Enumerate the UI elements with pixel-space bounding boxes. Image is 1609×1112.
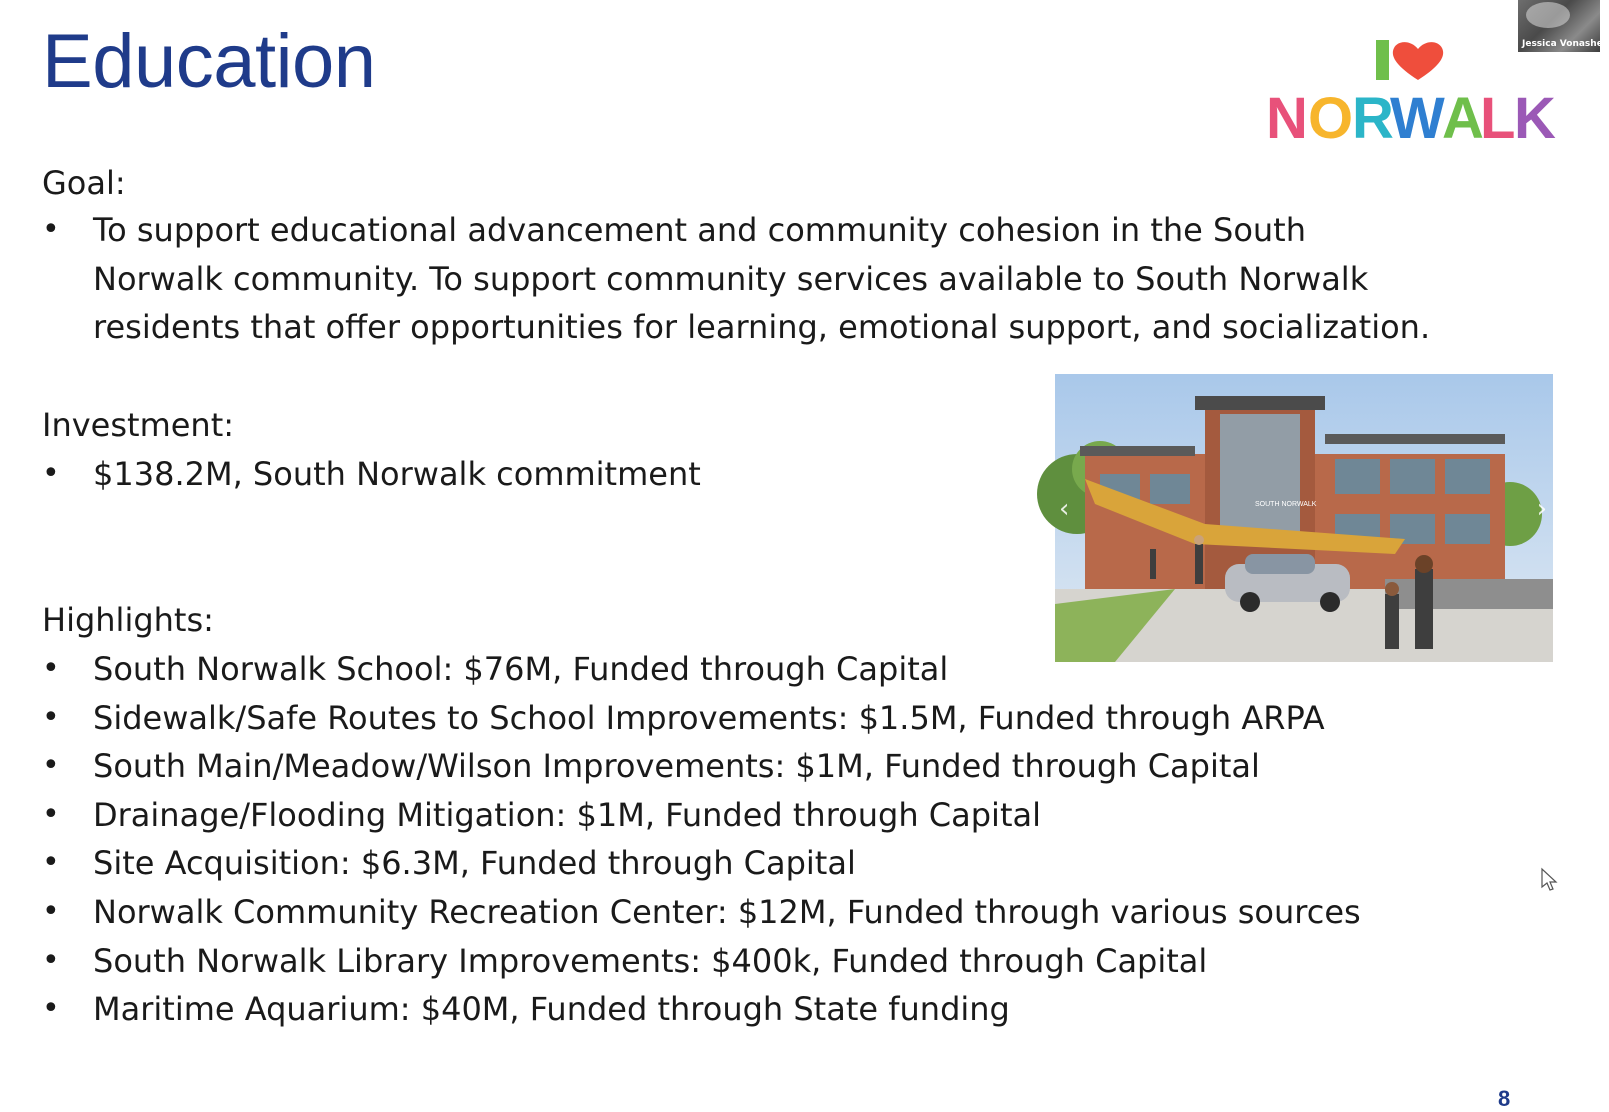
highlight-item: Sidewalk/Safe Routes to School Improvements: $1.5M, Funded through ARPA — [93, 698, 1325, 737]
logo-i-mark — [1376, 40, 1389, 80]
highlight-item: South Main/Meadow/Wilson Improvements: $1M, Funded through Capital — [93, 747, 1260, 786]
svg-text:N: N — [1266, 86, 1308, 151]
list-item — [42, 742, 1361, 791]
list-item — [42, 450, 701, 499]
svg-text:W: W — [1390, 86, 1445, 151]
list-item — [42, 985, 1361, 1034]
goal-label: Goal: — [42, 164, 126, 202]
school-illustration — [1055, 374, 1553, 662]
goal-text — [93, 206, 1573, 352]
bullet-icon: • — [42, 748, 60, 784]
slide-title: Education — [42, 19, 376, 104]
svg-text:R: R — [1352, 86, 1394, 151]
participant-name: Jessica Vonashek — [1522, 39, 1609, 49]
list-item — [42, 937, 1361, 986]
list-item — [42, 694, 1361, 743]
logo-graphic — [1266, 36, 1568, 151]
list-item — [42, 839, 1361, 888]
bullet-icon: • — [42, 456, 60, 491]
bullet-icon: • — [42, 991, 60, 1027]
heart-icon — [1393, 42, 1443, 80]
i-love-norwalk-logo — [1266, 36, 1568, 151]
chevron-left-icon[interactable]: ‹ — [1059, 494, 1070, 524]
school-rendering-image — [1055, 374, 1553, 662]
bullet-icon: • — [42, 796, 60, 832]
highlight-item: Maritime Aquarium: $40M, Funded through State funding — [93, 990, 1010, 1029]
participant-video-feed — [1526, 2, 1570, 28]
participant-video-tile[interactable] — [1518, 0, 1609, 52]
page-number: 8 — [1498, 1086, 1511, 1111]
investment-item: $138.2M, South Norwalk commitment — [93, 455, 701, 493]
svg-text:L: L — [1480, 86, 1516, 151]
highlight-item: South Norwalk Library Improvements: $400k, Funded through Capital — [93, 941, 1208, 980]
svg-text:O: O — [1308, 86, 1354, 151]
highlight-item: South Norwalk School: $76M, Funded through Capital — [93, 650, 949, 688]
logo-wordmark — [1266, 86, 1556, 151]
highlights-list — [42, 645, 1361, 1034]
goal-line: residents that offer opportunities for learning, emotional support, and socialization. — [93, 308, 1431, 347]
bullet-icon: • — [42, 212, 60, 247]
list-item — [42, 791, 1361, 840]
highlight-item: Norwalk Community Recreation Center: $12M, Funded through various sources — [93, 892, 1361, 931]
highlight-item: Drainage/Flooding Mitigation: $1M, Funded through Capital — [93, 795, 1041, 834]
list-item — [42, 888, 1361, 937]
chevron-right-icon[interactable]: › — [1536, 494, 1547, 524]
bullet-icon: • — [42, 942, 60, 978]
bullet-icon: • — [42, 893, 60, 929]
highlight-item: Site Acquisition: $6.3M, Funded through Capital — [93, 844, 856, 883]
mouse-cursor-icon — [1541, 868, 1559, 892]
bullet-icon: • — [42, 845, 60, 881]
building-sign: SOUTH NORWALK — [1255, 501, 1317, 508]
goal-line: To support educational advancement and community cohesion in the South — [93, 211, 1306, 249]
svg-text:K: K — [1514, 86, 1556, 151]
bullet-icon: • — [42, 699, 60, 735]
highlights-label: Highlights: — [42, 601, 214, 639]
svg-text:A: A — [1442, 86, 1484, 151]
bullet-icon: • — [42, 651, 60, 686]
investment-label: Investment: — [42, 406, 235, 444]
investment-list — [42, 450, 701, 499]
goal-line: Norwalk community. To support community services available to South Norwalk — [93, 259, 1369, 298]
